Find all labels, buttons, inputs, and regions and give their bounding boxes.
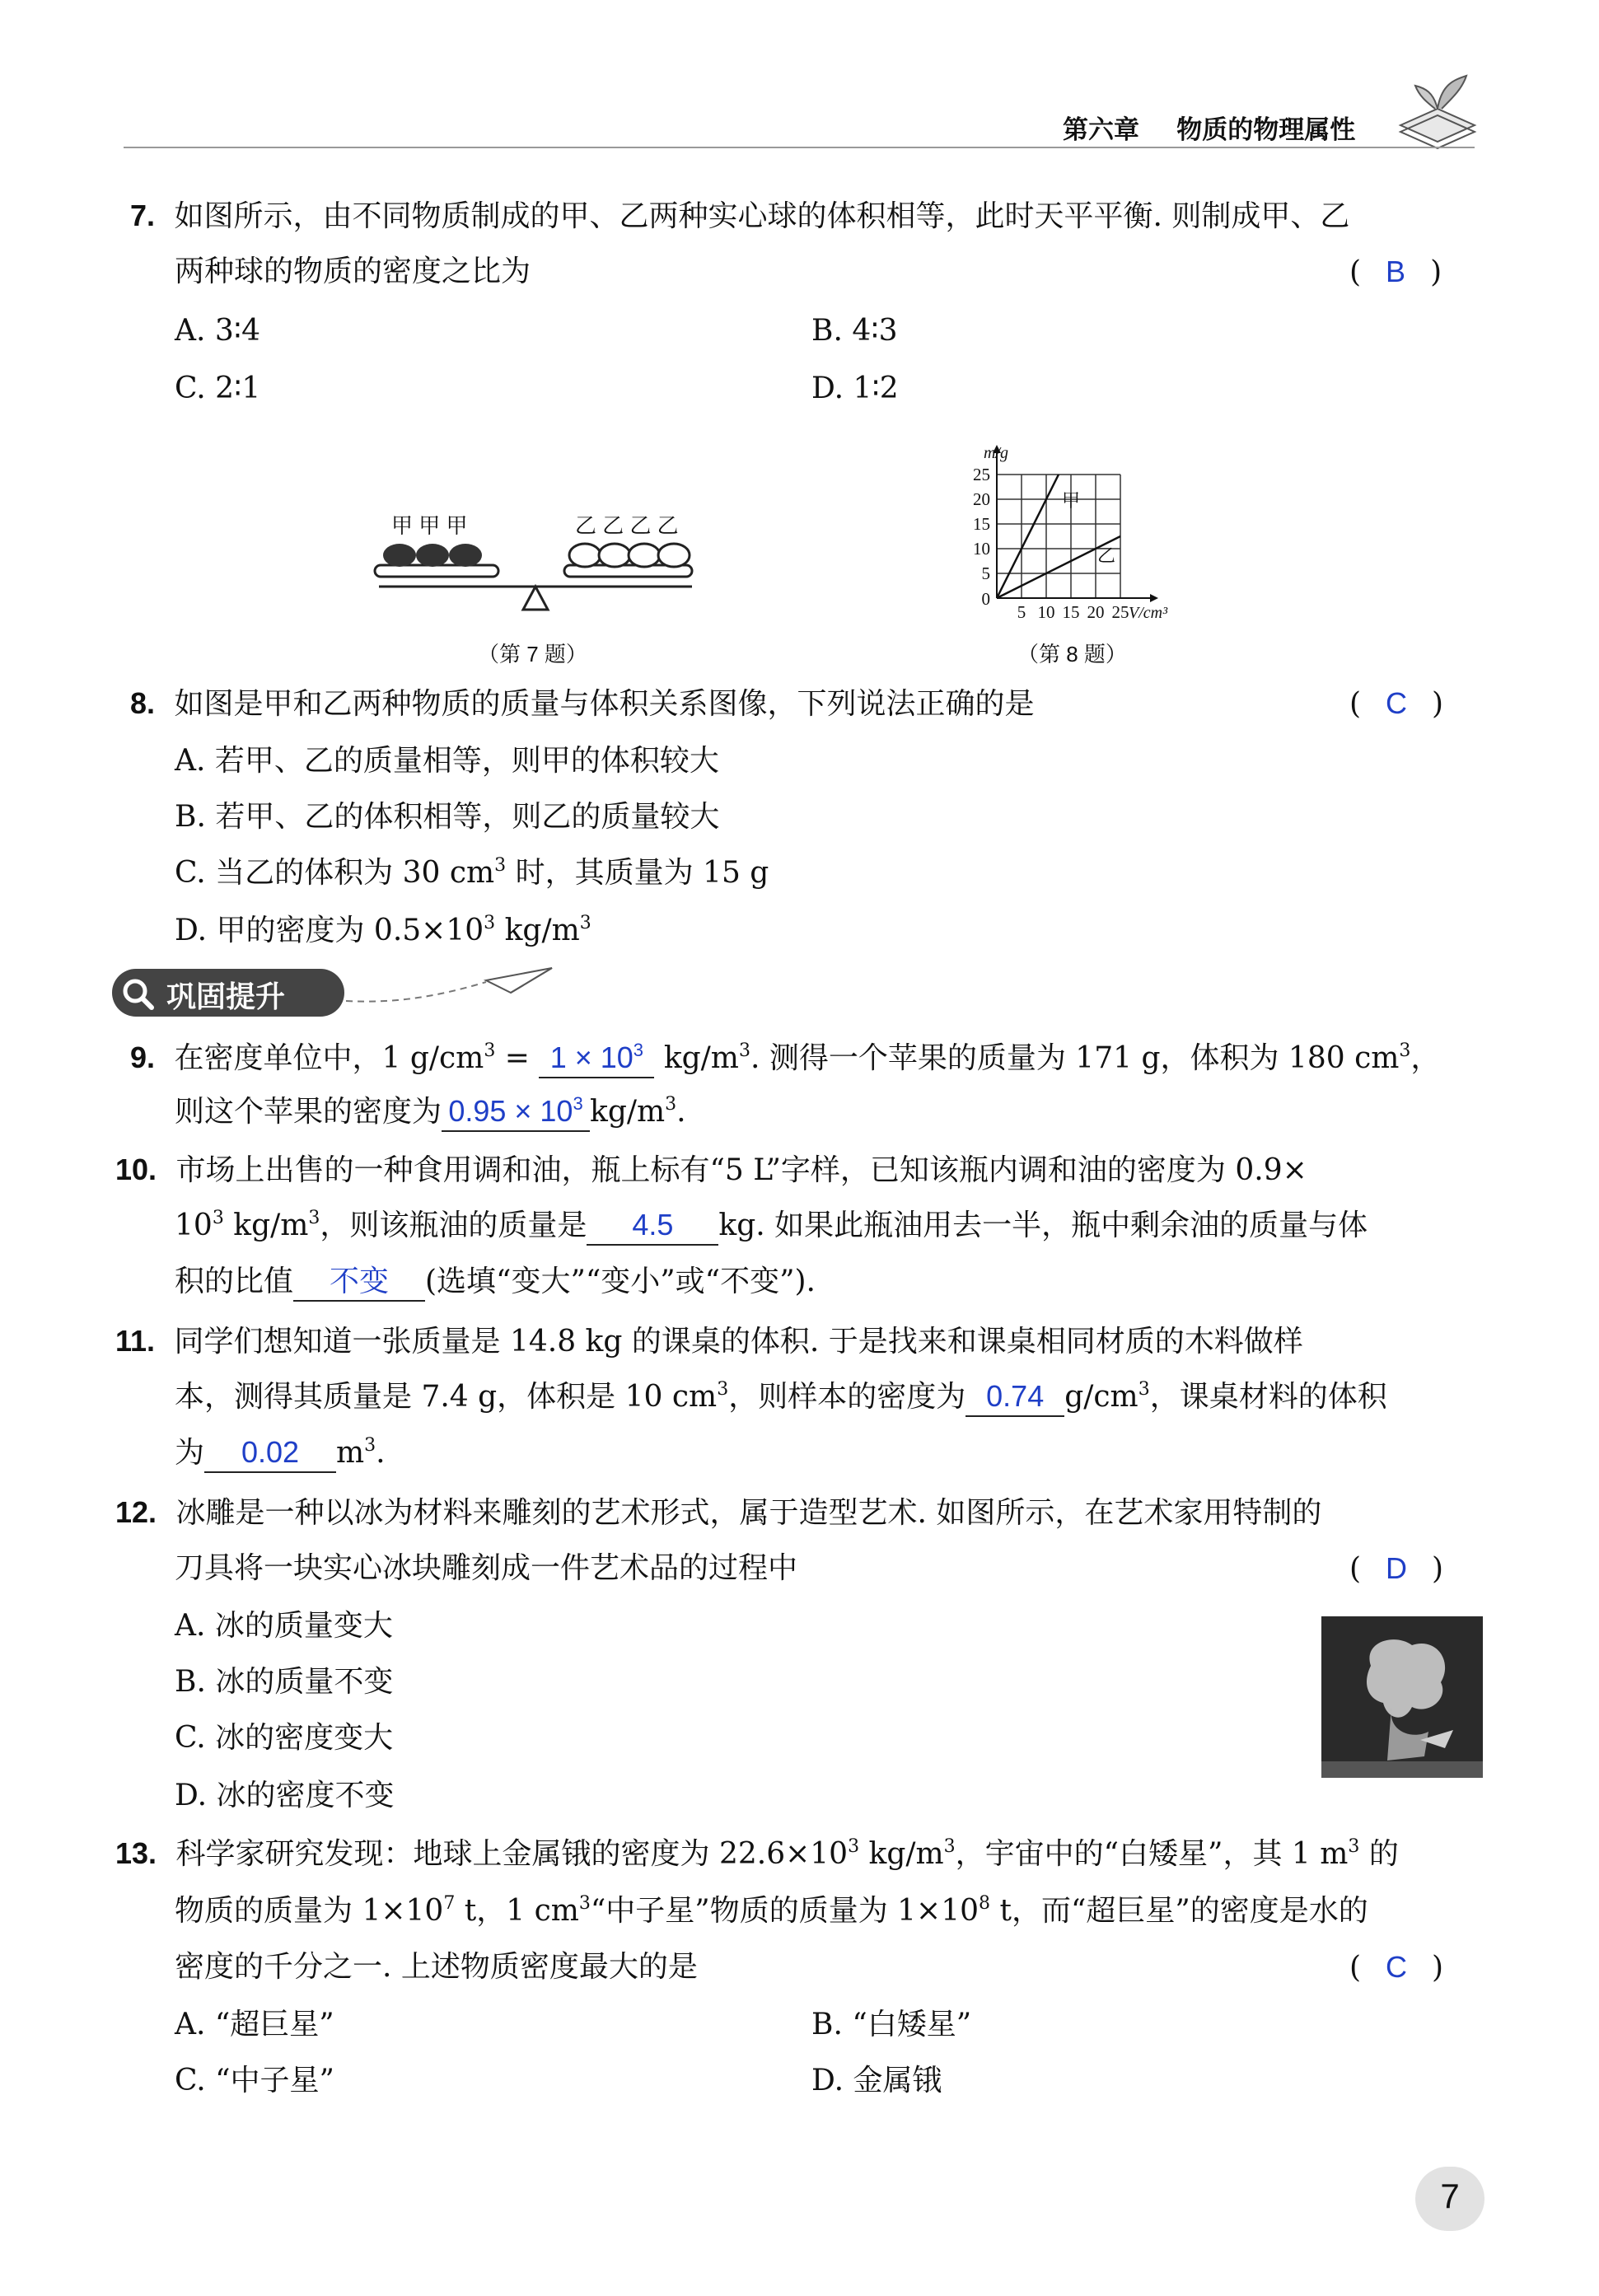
q11-answer1: 0.74 xyxy=(986,1379,1045,1413)
q13-option-d: D. 金属锇 xyxy=(811,2064,942,2097)
q12-line1: 12. 冰雕是一种以冰为材料来雕刻的艺术形式，属于造型艺术. 如图所示，在艺术家用特制的 xyxy=(115,1495,1322,1530)
q13-option-c: C. “中子星” xyxy=(175,2064,334,2097)
chapter-title: 物质的物理属性 xyxy=(1176,115,1356,144)
q12-option-b: B. 冰的质量不变 xyxy=(175,1665,394,1699)
q10-blank1 xyxy=(587,1207,718,1246)
q13-number: 13. xyxy=(115,1836,157,1870)
q8-number: 8. xyxy=(130,686,156,720)
x-tick-label-4: 25 xyxy=(1111,602,1129,622)
fig7-label-yi: 乙 乙 乙 乙 xyxy=(575,513,679,538)
q7-line1 xyxy=(130,196,1349,236)
section-banner xyxy=(112,969,344,1017)
header-rule xyxy=(124,147,1475,148)
ball-yi-1 xyxy=(569,544,601,567)
q10-answer1: 4.5 xyxy=(632,1208,674,1242)
q8-option-d: D. 甲的密度为 $0.5\times 10^3$ $kg/m^3$ xyxy=(175,913,591,947)
chapter-label: 第六章 xyxy=(1063,115,1139,144)
mass-volume-chart xyxy=(947,428,1211,626)
series-line-0 xyxy=(997,475,1059,598)
q12-number: 12. xyxy=(115,1495,157,1529)
q9-blank1 xyxy=(539,1040,654,1078)
q13-line3: 密度的千分之一. 上述物质密度最大的是 xyxy=(175,1950,698,1984)
x-tick-label-1: 10 xyxy=(1037,602,1055,622)
fig7-caption: （第 7 题） xyxy=(478,642,587,666)
q10-line2: $10^3$ $kg/m^3$，则该瓶油的质量是 4.5 kg. 如果此瓶油用去一半，瓶中剩余油的质量与体 xyxy=(175,1206,1368,1246)
x-tick-label-0: 5 xyxy=(1017,602,1026,622)
x-tick-label-3: 20 xyxy=(1087,602,1105,622)
q13-answer-paren: ( C ) xyxy=(1349,1950,1444,1985)
series-label-yi: 乙 xyxy=(1097,545,1116,566)
y-axis-label: m/g xyxy=(984,444,1008,462)
q12-option-d: D. 冰的密度不变 xyxy=(175,1779,395,1812)
x-axis-label: V/cm³ xyxy=(1129,604,1168,622)
q12-option-c: C. 冰的密度变大 xyxy=(175,1721,394,1755)
fig8-caption: （第 8 题） xyxy=(1017,642,1127,666)
left-pan xyxy=(375,565,498,577)
q7-option-b: B. 4∶3 xyxy=(811,314,898,348)
fulcrum xyxy=(523,587,548,610)
q8-answer: C xyxy=(1386,686,1408,720)
balance-figure xyxy=(362,535,708,626)
q7-text1: 如图所示，由不同物质制成的甲、乙两种实心球的体积相等，此时天平平衡. 则制成甲、乙 xyxy=(174,199,1350,233)
fig7-label-jia: 甲 甲 甲 xyxy=(391,513,468,538)
ball-yi-4 xyxy=(658,544,690,567)
q9-line1: 9. 在密度单位中，1 $g/cm^3 = 1 \times 10^3$ $kg/m^3$. 测得一个苹果的质量为 171 g，体积为 180 $cm^3$， xyxy=(130,1038,1440,1078)
q9-answer2: $0.95 \times 10^3$ xyxy=(448,1093,583,1128)
y-tick-label-0: 5 xyxy=(981,563,990,583)
section-title: 巩固提升 xyxy=(166,980,286,1013)
q12-line2: 刀具将一块实心冰块雕刻成一件艺术品的过程中 xyxy=(175,1551,798,1585)
q11-blank1 xyxy=(965,1378,1064,1417)
q7-answer-paren: ( B ) xyxy=(1349,255,1442,289)
ball-yi-2 xyxy=(599,544,630,567)
ball-jia-3 xyxy=(449,544,482,567)
ball-jia-1 xyxy=(383,544,416,567)
q11-answer2: 0.02 xyxy=(241,1435,300,1469)
book-icon xyxy=(1392,68,1483,150)
ball-yi-3 xyxy=(629,544,660,567)
q11-blank2 xyxy=(204,1434,336,1473)
q9-blank2 xyxy=(442,1093,590,1132)
y-tick-label-1: 10 xyxy=(973,539,990,559)
q7-option-c: C. 2∶1 xyxy=(175,372,261,405)
q10-line1: 10. 市场上出售的一种食用调和油，瓶上标有“5 L”字样，已知该瓶内调和油的密度为 0.9× xyxy=(115,1153,1307,1187)
ball-jia-2 xyxy=(416,544,449,567)
q13-line1: 13. 科学家研究发现：地球上金属锇的密度为 $22.6\times 10^3$ $kg/m^3$，宇宙中的“白矮星”，其 1 $m^3$ 的 xyxy=(115,1836,1399,1871)
q9-line2: 则这个苹果的密度为 $0.95 \times 10^3$ $kg/m^3$. xyxy=(175,1092,686,1132)
y-tick-label-3: 20 xyxy=(973,489,990,509)
magnifier-icon xyxy=(120,976,157,1011)
q13-option-a: A. “超巨星” xyxy=(175,2008,334,2041)
q7-option-a: A. 3∶4 xyxy=(175,314,261,348)
q8-line1 xyxy=(130,684,1035,724)
q8-option-a: A. 若甲、乙的质量相等，则甲的体积较大 xyxy=(175,744,719,778)
q13-option-b: B. “白矮星” xyxy=(811,2008,972,2041)
q13-line2: 物质的质量为 $1\times 10^7$ t，1 $cm^3“$中子星”物质的质量为 $1\times 10^8$ t，而“超巨星”的密度是水的 xyxy=(175,1893,1368,1928)
q11-number: 11. xyxy=(115,1324,156,1358)
q7-number: 7. xyxy=(130,199,156,232)
ice-sculpture-photo xyxy=(1321,1616,1483,1778)
x-tick-label-2: 15 xyxy=(1062,602,1080,622)
page-number: 7 xyxy=(1440,2177,1460,2215)
x-axis-arrow xyxy=(1150,594,1158,602)
q7-option-d: D. 1∶2 xyxy=(811,372,899,405)
q11-line1: 11. 同学们想知道一张质量是 14.8 kg 的课桌的体积. 于是找来和课桌相同材质的木料做样 xyxy=(115,1324,1303,1358)
q12-answer-paren: ( D ) xyxy=(1349,1551,1444,1586)
q11-line3: 为 0.02 $m^3$. xyxy=(175,1433,386,1473)
q7-answer: B xyxy=(1386,255,1406,288)
q11-line2: 本，测得其质量是 7.4 g，体积是 10 $cm^3$，则样本的密度为 0.74 $g/cm^3$，课桌材料的体积 xyxy=(175,1377,1387,1417)
paper-plane-icon xyxy=(346,964,560,1013)
q13-answer: C xyxy=(1386,1950,1408,1984)
page-number-badge xyxy=(1415,2167,1484,2231)
q7-line2: 两种球的物质的密度之比为 xyxy=(175,255,531,288)
series-label-jia: 甲 xyxy=(1062,490,1081,511)
q8-answer-paren: ( C ) xyxy=(1349,686,1444,721)
q8-option-b: B. 若甲、乙的体积相等，则乙的质量较大 xyxy=(175,800,720,834)
origin-label: 0 xyxy=(981,589,990,609)
y-tick-label-2: 15 xyxy=(973,514,990,534)
q8-option-c: C. 当乙的体积为 30 $cm^3$ 时，其质量为 15 g xyxy=(175,855,769,890)
q10-line3: 积的比值 不变 (选填“变大”“变小”或“不变”). xyxy=(175,1262,816,1302)
chapter-header xyxy=(1063,109,1355,146)
q10-answer2: 不变 xyxy=(330,1264,390,1298)
q10-blank2 xyxy=(293,1263,425,1302)
q10-number: 10. xyxy=(115,1153,157,1186)
q9-answer1: $1 \times 10^3$ xyxy=(549,1040,644,1074)
q8-text1: 如图是甲和乙两种物质的质量与体积关系图像，下列说法正确的是 xyxy=(174,687,1035,721)
y-tick-label-4: 25 xyxy=(973,465,990,484)
q12-answer: D xyxy=(1386,1551,1408,1585)
q9-number: 9. xyxy=(130,1040,156,1074)
q12-option-a: A. 冰的质量变大 xyxy=(175,1609,393,1643)
